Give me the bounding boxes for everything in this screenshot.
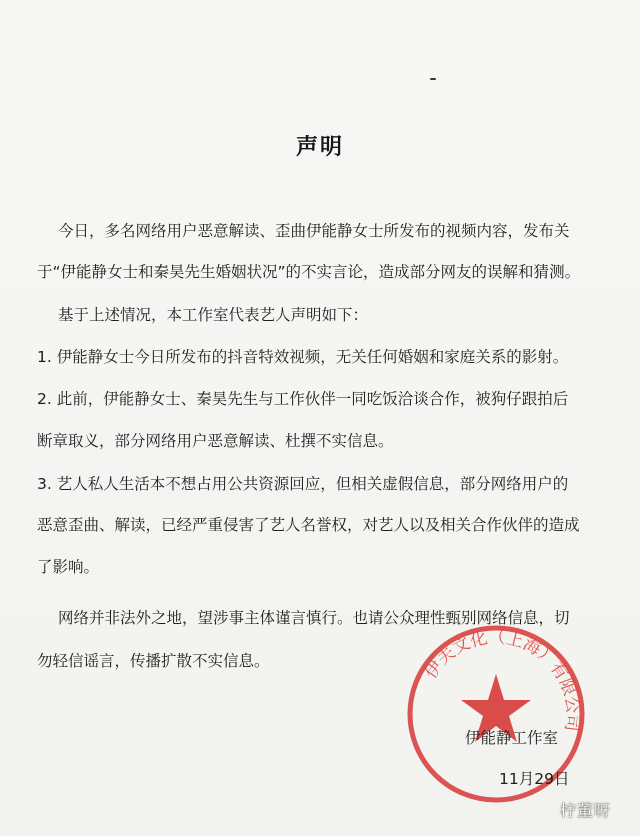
document-title: 声明 bbox=[295, 135, 344, 160]
scan-speck bbox=[430, 78, 436, 80]
paragraph-line: 了影响。 bbox=[37, 558, 100, 576]
statement-date: 11月29日 bbox=[499, 770, 570, 788]
svg-text:伊夫文化（上海）有限公司: 伊夫文化（上海）有限公司 bbox=[421, 627, 583, 733]
paragraph-line: 恶意歪曲、解读，已经严重侵害了艺人名誉权，对艺人以及相关合作伙伴的造成 bbox=[37, 516, 580, 534]
paragraph-line: 3. 艺人私人生活本不想占用公共资源回应，但相关虚假信息，部分网络用户的 bbox=[37, 475, 569, 493]
watermark-text: 柠董呀 bbox=[560, 801, 612, 820]
paragraph-line: 2. 此前，伊能静女士、秦昊先生与工作伙伴一同吃饭洽谈合作，被狗仔跟拍后 bbox=[37, 390, 569, 408]
paragraph-line: 断章取义，部分网络用户恶意解读、杜撰不实信息。 bbox=[37, 432, 394, 450]
paragraph-line: 今日，多名网络用户恶意解读、歪曲伊能静女士所发布的视频内容，发布关 bbox=[58, 222, 570, 240]
signature-text: 伊能静工作室 bbox=[465, 729, 559, 747]
paragraph-line: 网络并非法外之地，望涉事主体谨言慎行。也请公众理性甄别网络信息，切 bbox=[58, 609, 570, 627]
paragraph-line: 于“伊能静女士和秦昊先生婚姻状况”的不实言论，造成部分网友的误解和猜测。 bbox=[37, 263, 581, 281]
paragraph-line: 勿轻信谣言，传播扩散不实信息。 bbox=[37, 652, 270, 670]
paragraph-line: 基于上述情况，本工作室代表艺人声明如下： bbox=[58, 306, 369, 324]
paragraph-line: 1. 伊能静女士今日所发布的抖音特效视频，无关任何婚姻和家庭关系的影射。 bbox=[37, 348, 569, 366]
